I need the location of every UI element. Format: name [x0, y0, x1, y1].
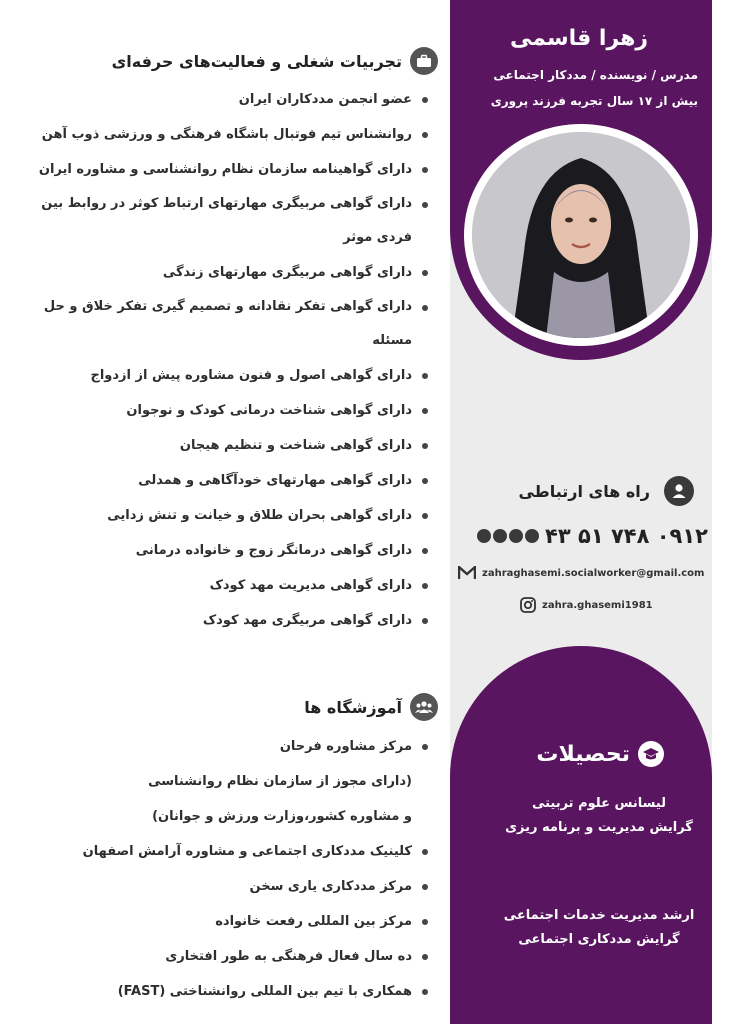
contact-section-title	[464, 476, 694, 506]
education-title	[536, 738, 664, 770]
phone-row	[464, 522, 708, 550]
institutes-list	[20, 729, 430, 1009]
list-item: مرکز مشاوره فرحان	[20, 729, 430, 764]
degree-2	[496, 904, 702, 952]
list-item: دارای گواهی درمانگر زوج و خانواده درمانی	[20, 533, 430, 568]
experience-title: تجربیات شغلی و فعالیت‌های حرفه‌ای	[111, 51, 402, 71]
profile-photo	[472, 132, 690, 338]
profile-header	[450, 0, 712, 360]
list-item: دارای گواهی شناخت و تنظیم هیجان	[20, 428, 430, 463]
degree-1	[496, 792, 702, 840]
degree-1-line1: لیسانس علوم تربیتی	[531, 796, 667, 811]
degree-2-line1: ارشد مدیریت خدمات اجتماعی	[503, 908, 695, 923]
list-item: کلینیک مددکاری اجتماعی و مشاوره آرامش اصفهان	[20, 834, 430, 869]
contact-title: راه های ارتباطی	[518, 481, 650, 501]
degree-1-line2: گرایش مدیریت و برنامه ریزی	[505, 820, 693, 835]
list-item: مرکز بین المللی رفعت خانواده	[20, 904, 430, 939]
institutes-title: آموزشگاه ها	[304, 697, 402, 717]
sidebar	[450, 0, 712, 1024]
list-item-note: و مشاوره کشور،وزارت ورزش و جوانان)	[152, 809, 412, 824]
social-icons	[477, 529, 539, 543]
list-item: ده سال فعال فرهنگی به طور افتخاری	[20, 939, 430, 974]
list-item: دارای گواهی بحران طلاق و خیانت و تنش زدایی	[20, 498, 430, 533]
list-item: همکاری با تیم بین المللی روانشناختی (FAST)	[20, 974, 430, 1009]
profile-subtitle: مدرس / نویسنده / مددکار اجتماعی	[493, 68, 698, 82]
list-item: دارای گواهی شناخت درمانی کودک و نوجوان	[20, 393, 430, 428]
phone-number[interactable]: ۰۹۱۲ ۷۴۸ ۵۱ ۴۳	[545, 524, 708, 548]
instagram-row	[520, 595, 700, 615]
eitaa-icon[interactable]	[477, 529, 491, 543]
instagram-icon	[520, 597, 536, 613]
list-item: دارای گواهی مربیگری مهارتهای زندگی	[20, 255, 430, 290]
email-row	[458, 563, 708, 583]
list-item: دارای گواهی مهارتهای خودآگاهی و همدلی	[20, 463, 430, 498]
list-item: مرکز مددکاری یاری سخن	[20, 869, 430, 904]
phone-icon[interactable]	[525, 529, 539, 543]
briefcase-icon	[410, 47, 438, 75]
list-item: عضو انجمن مددکاران ایران	[20, 82, 430, 117]
institutes-section-title	[304, 693, 438, 721]
portrait-illustration	[472, 132, 690, 338]
profile-name: زهرا قاسمی	[509, 26, 649, 51]
education-title-text: تحصیلات	[536, 741, 630, 767]
list-item: دارای گواهی مربیگری مهد کودک	[20, 603, 430, 638]
list-item: دارای گواهینامه سازمان نظام روانشناسی و مشاوره ایران	[20, 152, 430, 187]
experience-section-title	[112, 47, 438, 75]
experience-list	[20, 82, 430, 638]
list-item: روانشناس تیم فوتبال باشگاه فرهنگی و ورزشی ذوب آهن	[20, 117, 430, 152]
profile-experience: بیش از ۱۷ سال تجربه فرزند پروری	[490, 94, 698, 108]
whatsapp-icon[interactable]	[493, 529, 507, 543]
gmail-icon	[458, 566, 476, 580]
list-item: دارای گواهی اصول و فنون مشاوره پیش از ازدواج	[20, 358, 430, 393]
telegram-icon[interactable]	[509, 529, 523, 543]
group-icon	[410, 693, 438, 721]
list-item: دارای گواهی تفکر نقادانه و تصمیم گیری تفکر خلاق و حل مسئله	[20, 290, 430, 358]
instagram-handle[interactable]: zahra.ghasemi1981	[542, 599, 653, 611]
email-address[interactable]: zahraghasemi.socialworker@gmail.com	[482, 567, 705, 579]
graduation-cap-icon	[638, 741, 664, 767]
degree-2-line2: گرایش مددکاری اجتماعی	[518, 932, 680, 947]
person-icon	[664, 476, 694, 506]
list-item: دارای گواهی مربیگری مهارتهای ارتباط کوثر در روابط بین فردی موثر	[20, 187, 430, 255]
list-item-note: (دارای مجوز از سازمان نظام روانشناسی	[148, 774, 412, 789]
list-item: دارای گواهی مدیریت مهد کودک	[20, 568, 430, 603]
